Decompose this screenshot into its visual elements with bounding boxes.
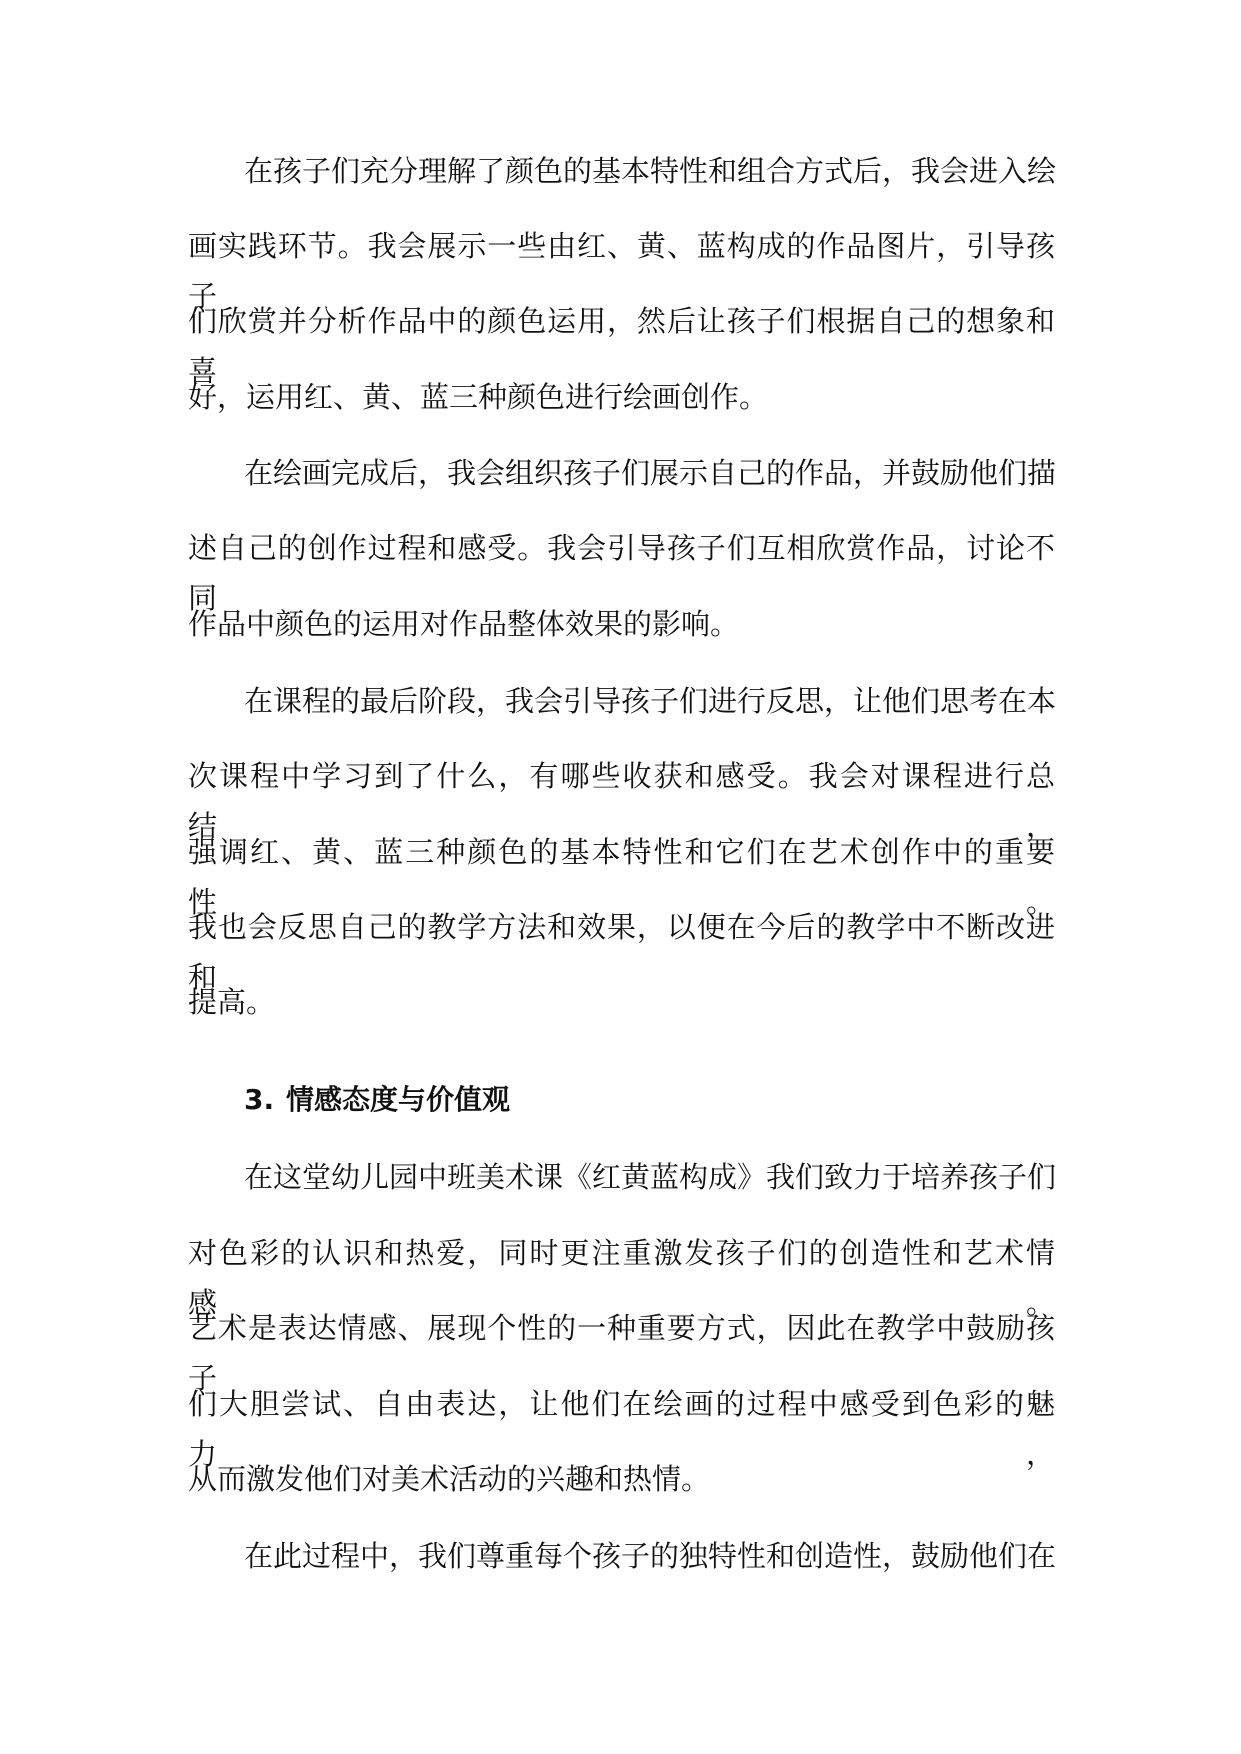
text-line bbox=[0, 221, 1241, 313]
text-line bbox=[0, 827, 1241, 919]
text-line bbox=[0, 1454, 1241, 1504]
text-line-content: 们欣赏并分析作品中的颜色运用，然后让孩子们根据自己的想象和喜 bbox=[188, 304, 1055, 388]
text-line-content: 好，运用红、黄、蓝三种颜色进行绘画创作。 bbox=[188, 380, 769, 414]
text-line bbox=[0, 977, 1241, 1027]
text-line-content: 作品中颜色的运用对作品整体效果的影响。 bbox=[188, 607, 740, 641]
section-title: 情感态度与价值观 bbox=[286, 1083, 511, 1116]
section-heading bbox=[244, 1075, 510, 1125]
text-line-content: 次课程中学习到了什么，有哪些收获和感受。我会对课程进行总结， bbox=[188, 759, 1055, 843]
text-line-content: 画实践环节。我会展示一些由红、黄、蓝构成的作品图片，引导孩子 bbox=[188, 229, 1055, 313]
text-line bbox=[0, 751, 1241, 843]
text-line-content: 述自己的创作过程和感受。我会引导孩子们互相欣赏作品，讨论不同 bbox=[188, 531, 1055, 615]
text-line bbox=[0, 599, 1241, 649]
text-line-content: 在课程的最后阶段，我会引导孩子们进行反思，让他们思考在本 bbox=[244, 684, 1057, 718]
text-line-content: 在孩子们充分理解了颜色的基本特性和组合方式后，我会进入绘 bbox=[244, 154, 1057, 188]
text-line-content: 在这堂幼儿园中班美术课《红黄蓝构成》我们致力于培养孩子们 bbox=[244, 1160, 1057, 1194]
text-line-content: 们大胆尝试、自由表达，让他们在绘画的过程中感受到色彩的魅力， bbox=[188, 1387, 1055, 1471]
text-line bbox=[0, 372, 1241, 422]
text-line-content: 提高。 bbox=[188, 985, 276, 1019]
text-line bbox=[0, 676, 1241, 726]
text-line-content: 我也会反思自己的教学方法和效果，以便在今后的教学中不断改进和 bbox=[188, 910, 1055, 994]
text-line-content: 强调红、黄、蓝三种颜色的基本特性和它们在艺术创作中的重要性。 bbox=[188, 835, 1055, 919]
text-line-content: 艺术是表达情感、展现个性的一种重要方式，因此在教学中鼓励孩子 bbox=[188, 1311, 1055, 1395]
text-line-content: 在绘画完成后，我会组织孩子们展示自己的作品，并鼓励他们描 bbox=[244, 456, 1057, 490]
text-line-content: 从而激发他们对美术活动的兴趣和热情。 bbox=[188, 1462, 711, 1496]
text-line bbox=[0, 902, 1241, 994]
text-line bbox=[0, 1228, 1241, 1320]
section-number: 3. bbox=[244, 1083, 275, 1116]
text-line-content: 在此过程中，我们尊重每个孩子的独特性和创造性，鼓励他们在 bbox=[244, 1539, 1057, 1573]
text-line bbox=[0, 1152, 1241, 1202]
text-line bbox=[0, 1303, 1241, 1395]
text-line bbox=[0, 146, 1241, 196]
text-line bbox=[0, 1531, 1241, 1581]
text-line bbox=[0, 1379, 1241, 1471]
text-line bbox=[0, 296, 1241, 388]
text-line bbox=[0, 448, 1241, 498]
text-line bbox=[0, 523, 1241, 615]
text-line-content: 对色彩的认识和热爱，同时更注重激发孩子们的创造性和艺术情感。 bbox=[188, 1236, 1055, 1320]
